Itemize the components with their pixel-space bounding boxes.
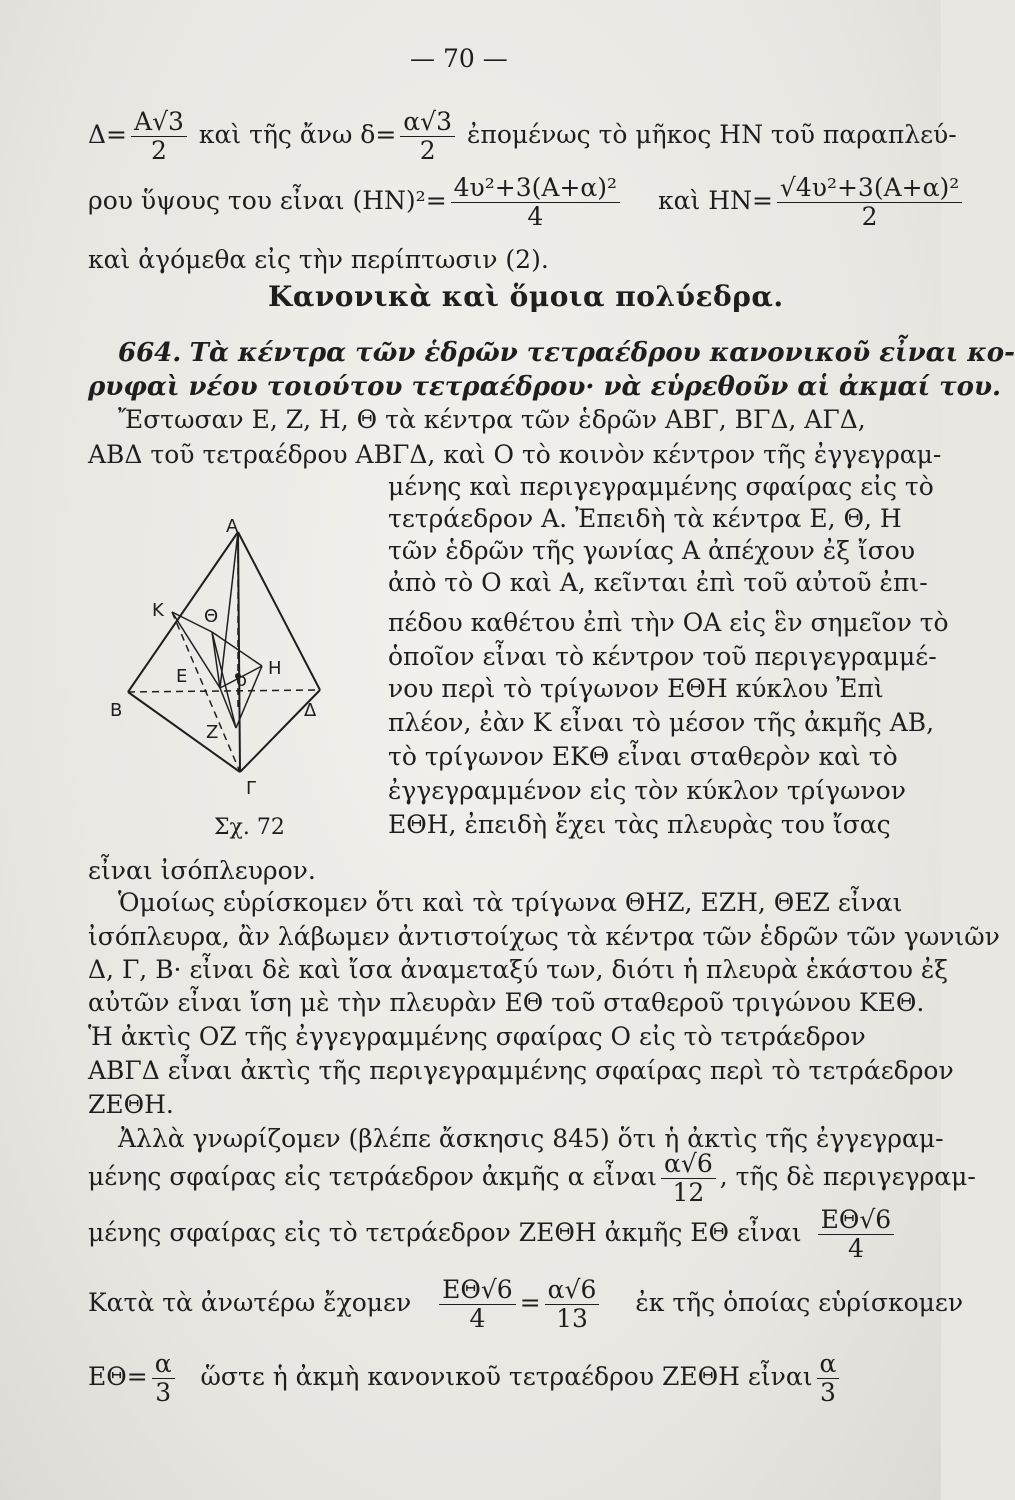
text-line: τῶν ἑδρῶν τῆς γωνίας Α ἀπέχουν ἐξ ἴσου <box>388 536 916 565</box>
text-span: καὶ ΗΝ= <box>658 186 773 215</box>
fraction <box>545 1276 600 1333</box>
theorem-line-2: ρυφαὶ νέου τοιούτου τετραέδρου· νὰ εὑρεθοῦν αἱ ἀκμαί του. <box>88 372 1002 402</box>
numerator: √4υ²+3(Α+α)² <box>777 174 962 203</box>
text-span: ἐκ τῆς ὁποίας εὑρίσκομεν <box>635 1288 964 1317</box>
text-span: ρου ὕψους του εἶναι (ΗΝ)²= <box>88 186 447 215</box>
text-span: ἐπομένως τὸ μῆκος ΗΝ τοῦ παραπλεύ- <box>466 120 957 149</box>
text-span: καὶ τῆς ἄνω δ= <box>198 120 397 149</box>
edge-BD-hidden <box>128 690 320 692</box>
text-line: πέδου καθέτου ἐπὶ τὴν ΟΑ εἰς ἓν σημεῖον τὸ <box>388 608 949 637</box>
denominator: 4 <box>469 1304 486 1333</box>
text-line: ΖΕΘΗ. <box>88 1090 174 1119</box>
label-O: ο <box>236 670 248 691</box>
section-heading: Κανονικὰ καὶ ὅμοια πολύεδρα. <box>268 280 784 313</box>
formula-line-26 <box>88 1350 843 1407</box>
numerator: ΕΘ√6 <box>439 1276 516 1305</box>
text-line: ΑΒΔ τοῦ τετραέδρου ΑΒΓΔ, καὶ Ο τὸ κοινὸν κέντρον τῆς ἐγγεγραμ- <box>88 440 942 469</box>
text-line: Ἡ ἀκτὶς ΟΖ τῆς ἐγγεγραμμένης σφαίρας Ο εἰς τὸ τετράεδρον <box>88 1022 866 1051</box>
label-K: Κ <box>152 600 164 621</box>
label-Delta: Δ <box>304 700 317 721</box>
fraction <box>661 1150 716 1207</box>
text-span: Κατὰ τὰ ἀνωτέρω ἔχομεν <box>88 1288 412 1317</box>
fraction <box>131 108 187 165</box>
fraction <box>400 108 455 165</box>
text-line: μένης καὶ περιγεγραμμένης σφαίρας εἰς τὸ <box>388 472 934 501</box>
text-span: Δ= <box>88 120 128 149</box>
denominator: 4 <box>847 1234 864 1263</box>
text-line: ΕΘΗ, ἐπειδὴ ἔχει τὰς πλευρὰς του ἴσας <box>388 810 891 839</box>
numerator: α <box>152 1350 175 1379</box>
text-line: Ἔστωσαν Ε, Ζ, Η, Θ τὰ κέντρα τῶν ἑδρῶν ΑΒΓ, ΒΓΔ, ΑΓΔ, <box>118 405 866 434</box>
denominator: 2 <box>419 136 436 165</box>
text-line: Ὁμοίως εὑρίσκομεν ὅτι καὶ τὰ τρίγωνα ΘΗΖ, ΕΖΗ, ΘΕΖ εἶναι <box>118 888 903 917</box>
label-E: Ε <box>176 666 188 687</box>
label-Theta: Θ <box>204 606 219 627</box>
edge-BG <box>128 692 240 772</box>
numerator: α√6 <box>545 1276 600 1305</box>
fraction <box>818 1206 895 1263</box>
text-span: ὥστε ἡ ἀκμὴ κανονικοῦ τετραέδρου ΖΕΘΗ εἶναι <box>200 1362 813 1391</box>
text-line: τὸ τρίγωνον ΕΚΘ εἶναι σταθερὸν καὶ τὸ <box>388 742 898 771</box>
text-line: εἶναι ἰσόπλευρον. <box>88 856 316 885</box>
numerator: α√6 <box>661 1150 716 1179</box>
denominator: 12 <box>672 1178 705 1207</box>
label-Z: Ζ <box>206 722 219 743</box>
text-line: νου περὶ τὸ τρίγωνον ΕΘΗ κύκλου Ἐπὶ <box>388 674 884 703</box>
text-line: ἀπὸ τὸ Ο καὶ Α, κεῖνται ἐπὶ τοῦ αὐτοῦ ἐπι- <box>388 568 928 597</box>
fraction <box>817 1350 840 1407</box>
fraction <box>439 1276 516 1333</box>
numerator: α <box>817 1350 840 1379</box>
text-span: , τῆς δὲ περιγεγραμ- <box>719 1162 976 1191</box>
text-line: πλέον, ἐὰν Κ εἶναι τὸ μέσον τῆς ἀκμῆς ΑΒ, <box>388 708 935 737</box>
fraction <box>152 1350 175 1407</box>
formula-line-24 <box>88 1206 898 1263</box>
text-line: Δ, Γ, Β· εἶναι δὲ καὶ ἴσα ἀναμεταξύ των, διότι ἡ πλευρὰ ἑκάστου ἐξ <box>88 955 949 984</box>
denominator: 2 <box>151 136 167 165</box>
denominator: 3 <box>819 1378 836 1407</box>
label-Gamma: Γ <box>246 778 257 799</box>
denominator: 13 <box>556 1304 588 1333</box>
text-line: αὐτῶν εἶναι ἴση μὲ τὴν πλευρὰν ΕΘ τοῦ σταθεροῦ τριγώνου ΚΕΘ. <box>88 988 925 1017</box>
theorem-number: 664. <box>118 338 182 368</box>
text-line: ΑΒΓΔ εἶναι ἀκτὶς τῆς περιγεγραμμένης σφαίρας περὶ τὸ τετράεδρον <box>88 1056 954 1085</box>
denominator: 2 <box>861 202 878 231</box>
fraction <box>777 174 962 231</box>
page-number: — 70 — <box>410 44 508 73</box>
numerator: ΕΘ√6 <box>818 1206 895 1235</box>
label-B: Β <box>110 700 123 721</box>
numerator: α√3 <box>400 108 455 137</box>
formula-line-23 <box>88 1150 976 1207</box>
theorem-text: Τὰ κέντρα τῶν ἑδρῶν τετραέδρου κανονικοῦ εἶναι κο- <box>189 338 1015 368</box>
equals-sign: = <box>519 1288 541 1317</box>
formula-line-25 <box>88 1276 963 1333</box>
text-line: Ἀλλὰ γνωρίζομεν (βλέπε ἄσκησις 845) ὅτι ἡ ἀκτὶς τῆς ἐγγεγραμ- <box>118 1124 944 1153</box>
theorem-line-1 <box>118 338 1015 368</box>
fraction <box>451 174 620 231</box>
formula-line-1 <box>88 108 957 165</box>
label-A: Α <box>226 516 239 537</box>
text-line: τετράεδρον Α. Ἐπειδὴ τὰ κέντρα Ε, Θ, Η <box>388 504 902 533</box>
text-span: ΕΘ= <box>88 1362 148 1391</box>
text-span: μένης σφαίρας εἰς τετράεδρον ἀκμῆς α εἶναι <box>88 1162 658 1191</box>
numerator: Α√3 <box>131 108 187 137</box>
tetrahedron-figure <box>108 510 348 805</box>
text-line: ὁποῖον εἶναι τὸ κέντρον τοῦ περιγεγραμμέ- <box>388 642 937 671</box>
text-line: καὶ ἀγόμεθα εἰς τὴν περίπτωσιν (2). <box>88 245 549 274</box>
text-span: μένης σφαίρας εἰς τὸ τετράεδρον ΖΕΘΗ ἀκμῆς ΕΘ εἶναι <box>88 1218 802 1247</box>
denominator: 4 <box>527 202 544 231</box>
formula-line-2 <box>88 174 966 231</box>
numerator: 4υ²+3(Α+α)² <box>451 174 620 203</box>
text-line: ἐγγεγραμμένον εἰς τὸν κύκλον τρίγωνον <box>388 776 906 805</box>
denominator: 3 <box>155 1378 172 1407</box>
figure-caption: Σχ. 72 <box>214 815 285 840</box>
text-line: ἰσόπλευρα, ἂν λάβωμεν ἀντιστοίχως τὰ κέντρα τῶν ἑδρῶν τῶν γωνιῶν <box>88 922 1000 951</box>
label-H: Η <box>268 658 282 679</box>
